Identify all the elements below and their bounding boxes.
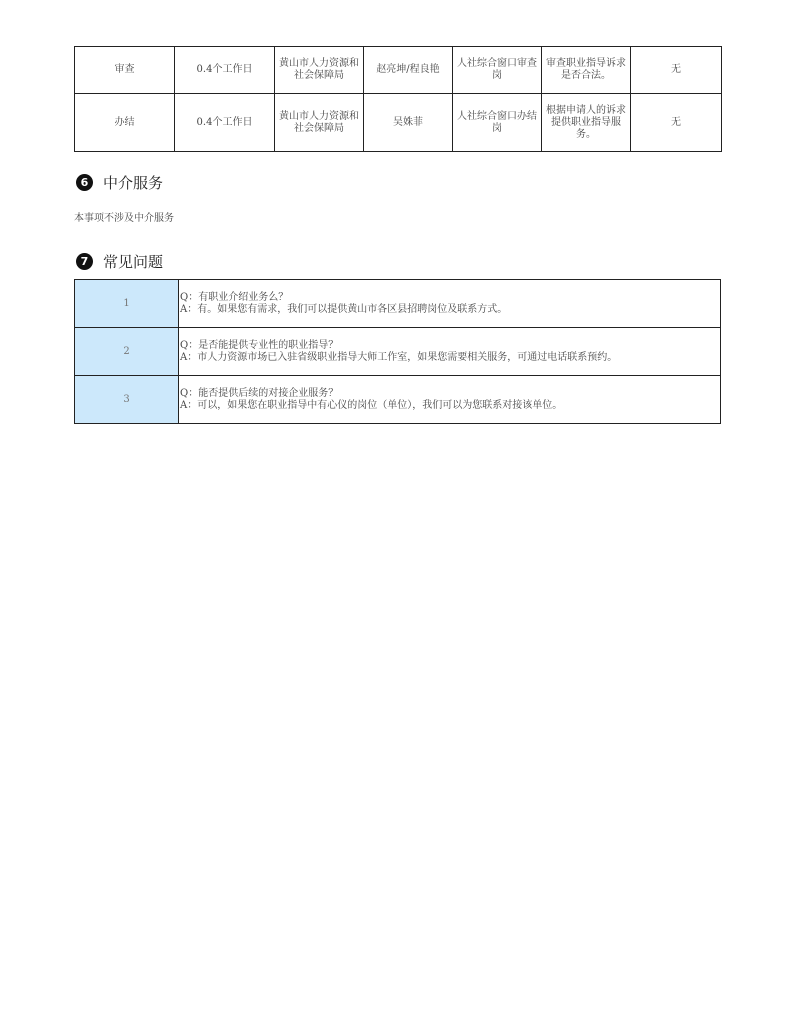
faq-number: 1 — [75, 280, 179, 328]
process-table — [74, 46, 722, 152]
faq-question: Q：有职业介绍业务么？ — [180, 291, 289, 303]
time-cell: 0.4个工作日 — [175, 94, 275, 152]
standard-cell: 根据申请人的诉求提供职业指导服务。 — [542, 94, 631, 152]
person-cell: 赵亮坤/程良艳 — [364, 47, 453, 94]
result-cell: 无 — [631, 94, 722, 152]
dept-cell: 黄山市人力资源和社会保障局 — [275, 47, 364, 94]
step-cell: 审查 — [75, 47, 175, 94]
faq-answer: A：有。如果您有需求，我们可以提供黄山市各区县招聘岗位及联系方式。 — [180, 303, 508, 315]
faq-answer: A：市人力资源市场已入驻省级职业指导大师工作室，如果您需要相关服务，可通过电话联系预约。 — [180, 351, 618, 363]
post-cell: 人社综合窗口办结岗 — [453, 94, 542, 152]
faq-qa — [179, 280, 721, 328]
table-row — [75, 47, 722, 94]
table-row — [75, 94, 722, 152]
dept-cell: 黄山市人力资源和社会保障局 — [275, 94, 364, 152]
faq-qa — [179, 328, 721, 376]
standard-cell: 审查职业指导诉求是否合法。 — [542, 47, 631, 94]
faq-question: Q：是否能提供专业性的职业指导？ — [180, 339, 339, 351]
faq-row — [75, 328, 721, 376]
faq-qa — [179, 376, 721, 424]
faq-question: Q：能否提供后续的对接企业服务？ — [180, 387, 339, 399]
result-cell: 无 — [631, 47, 722, 94]
time-cell: 0.4个工作日 — [175, 47, 275, 94]
post-cell: 人社综合窗口审查岗 — [453, 47, 542, 94]
faq-row — [75, 280, 721, 328]
faq-section-title — [76, 251, 163, 272]
person-cell: 吴姝菲 — [364, 94, 453, 152]
faq-row — [75, 376, 721, 424]
faq-number: 3 — [75, 376, 179, 424]
intermediary-note: 本事项不涉及中介服务 — [74, 213, 174, 224]
step-cell: 办结 — [75, 94, 175, 152]
number-badge-icon: 6 — [76, 174, 93, 191]
section-heading: 常见问题 — [103, 253, 164, 271]
number-badge-icon: 7 — [76, 253, 93, 270]
faq-answer: A：可以，如果您在职业指导中有心仪的岗位（单位），我们可以为您联系对接该单位。 — [180, 399, 563, 411]
intermediary-section-title — [76, 172, 163, 193]
section-heading: 中介服务 — [103, 174, 164, 192]
faq-table — [74, 279, 721, 424]
faq-number: 2 — [75, 328, 179, 376]
